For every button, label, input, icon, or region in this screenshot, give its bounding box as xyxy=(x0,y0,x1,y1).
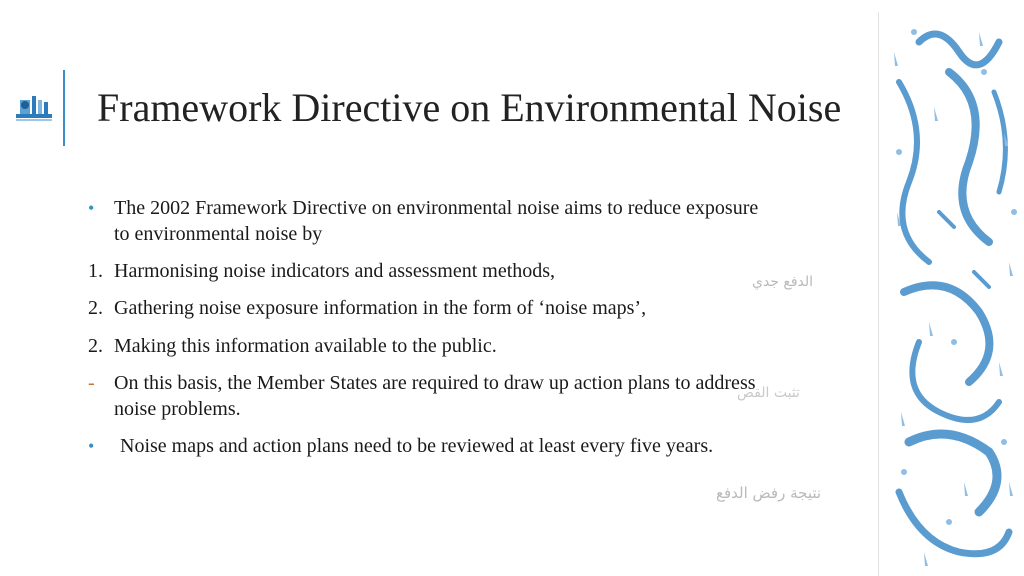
list-item-continuation: to environmental noise by xyxy=(114,223,323,245)
list-item xyxy=(88,295,646,321)
number-marker: 2. xyxy=(88,297,103,319)
list-item-text: Harmonising noise indicators and assessment methods, xyxy=(114,260,556,282)
list-item-continuation: noise problems. xyxy=(114,398,241,420)
list-item-text: Noise maps and action plans need to be reviewed at least every five years. xyxy=(120,435,714,457)
number-marker: 2. xyxy=(88,335,103,357)
list-item-text: The 2002 Framework Directive on environmental noise aims to reduce exposure xyxy=(114,197,759,219)
university-logo-icon xyxy=(14,92,54,124)
list-item xyxy=(88,333,497,359)
bullet-marker: • xyxy=(88,198,95,218)
watermark-text: نتيجة رفض الدفع xyxy=(716,484,822,502)
calligraphy-decoration-icon xyxy=(878,12,1024,576)
title-divider xyxy=(63,70,65,146)
list-item xyxy=(88,258,555,284)
list-item xyxy=(88,433,713,459)
slide-title: Framework Directive on Environmental Noise xyxy=(97,85,842,130)
dash-marker: - xyxy=(88,372,95,394)
list-item xyxy=(88,370,756,422)
watermark-text: تثبت القص xyxy=(737,385,800,401)
list-item-text: Gathering noise exposure information in the form of ‘noise maps’, xyxy=(114,297,647,319)
list-item xyxy=(88,195,758,247)
list-item-text: On this basis, the Member States are required to draw up action plans to address xyxy=(114,372,756,394)
list-item-text: Making this information available to the public. xyxy=(114,335,497,357)
watermark-text: الدفع جدي xyxy=(752,274,814,290)
number-marker: 1. xyxy=(88,260,103,282)
bullet-marker: • xyxy=(88,436,95,456)
